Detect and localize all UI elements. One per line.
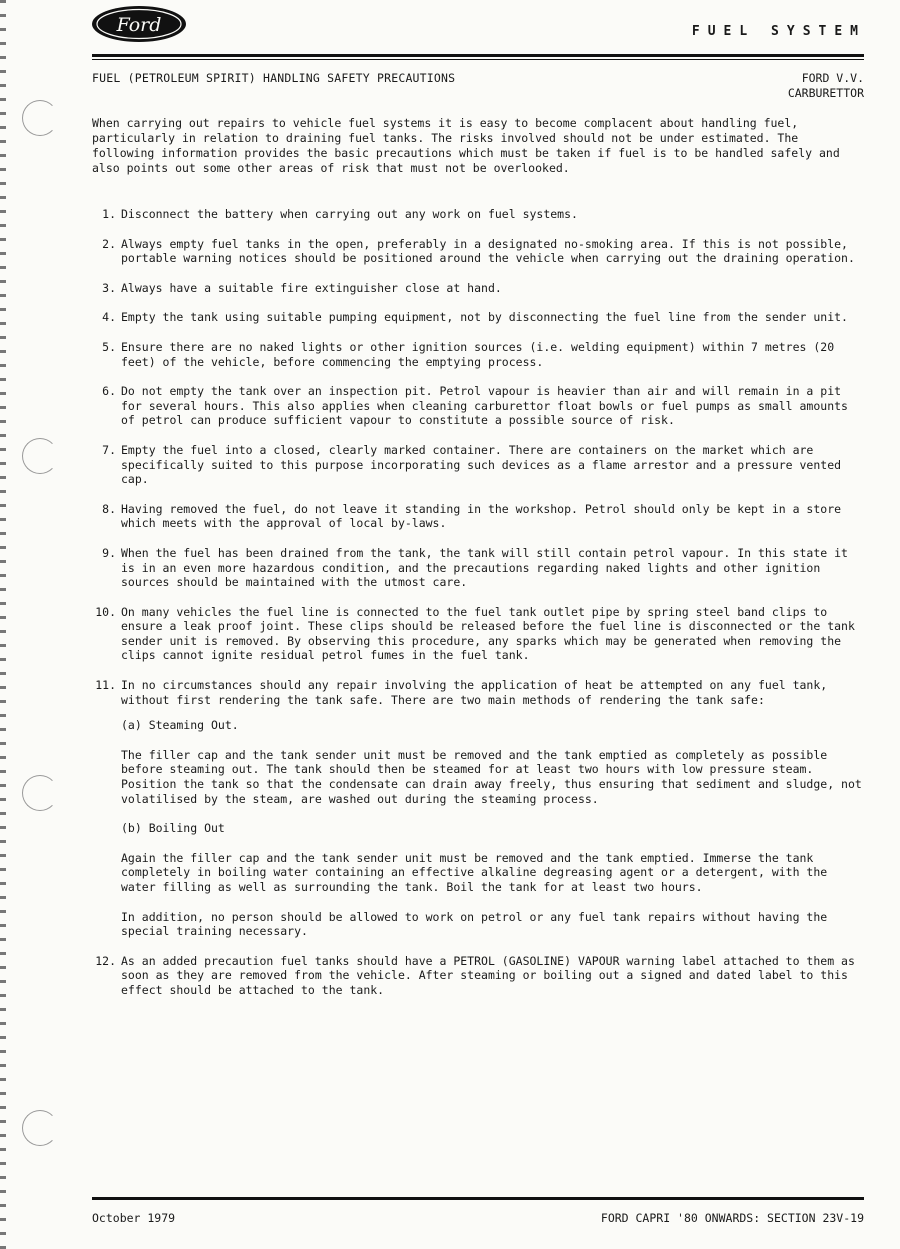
intro-paragraph: When carrying out repairs to vehicle fuel systems it is easy to become complacent about handling fuel, particularly in relation to draining fuel tanks. The risks involved should not be under estimated. The following information provides the basic precautions which must be taken if fuel is to be handled safely and also points out some other areas of risk that must not be overlooked. <box>92 116 840 175</box>
header-rule <box>92 54 864 57</box>
list-item <box>92 443 864 487</box>
punch-hole <box>22 775 58 811</box>
list-item <box>92 237 864 266</box>
list-item <box>92 954 864 998</box>
item-number: 11. <box>95 678 116 693</box>
logo-text: Ford <box>116 14 162 36</box>
item-text: Always empty fuel tanks in the open, preferably in a designated no-smoking area. If this is not possible, portable warning notices should be positioned around the vehicle when carrying out the draining operation. <box>121 236 855 266</box>
training-note: In addition, no person should be allowed to work on petrol or any fuel tank repairs without having the special training necessary. <box>121 909 828 939</box>
item-text: As an added precaution fuel tanks should have a PETROL (GASOLINE) VAPOUR warning label attached to them as soon as they are removed from the vehicle. After steaming or boiling out a signed and dated label to this effect should be attached to the tank. <box>121 953 855 997</box>
punch-hole <box>22 100 58 136</box>
header-rule-thin <box>92 59 864 60</box>
item-text: Empty the tank using suitable pumping equipment, not by disconnecting the fuel line from the sender unit. <box>121 310 848 325</box>
list-item <box>92 281 864 296</box>
item-number: 7. <box>102 442 116 457</box>
item-number: 6. <box>102 384 116 399</box>
punch-hole <box>22 438 58 474</box>
method-a-heading: (a) Steaming Out. <box>121 718 239 733</box>
footer-rule <box>92 1197 864 1200</box>
footer-date: October 1979 <box>92 1211 176 1225</box>
method-a-text: The filler cap and the tank sender unit must be removed and the tank emptied as completely as possible before steaming out. The tank should then be steamed for at least two hours with low pressure steam. Position the tank so that the condensate can drain away freely, thus ensuring that sediment and sludge, not volatilised by the steam, are washed out during the steaming process. <box>121 747 862 806</box>
item-number: 12. <box>95 953 116 968</box>
subject-line-2: CARBURETTOR <box>787 86 864 100</box>
list-item <box>92 310 864 325</box>
binding-edge <box>0 0 6 1249</box>
item-number: 9. <box>102 545 116 560</box>
item-text: In no circumstances should any repair involving the application of heat be attempted on any fuel tank, without first rendering the tank safe. There are two main methods of rendering the tank safe: <box>121 678 828 707</box>
item-text: Disconnect the battery when carrying out any work on fuel systems. <box>121 207 578 221</box>
method-b-text: Again the filler cap and the tank sender unit must be removed and the tank emptied. Immerse the tank completely in boiling water containing an effective alkaline degreasing agent or a detergent, with the water filling as well as surrounding the tank. Boil the tank for at least two hours. <box>121 850 828 894</box>
punch-hole <box>22 1110 58 1146</box>
list-item <box>92 340 864 369</box>
list-item <box>92 678 864 939</box>
list-item <box>92 605 864 663</box>
precautions-list <box>92 207 864 1013</box>
list-item <box>92 207 864 222</box>
list-item <box>92 502 864 531</box>
item-number: 10. <box>95 604 116 619</box>
item-number: 1. <box>102 207 116 221</box>
subject-line-1: FORD V.V. <box>801 71 864 85</box>
ford-logo <box>90 4 188 44</box>
page-title: FUEL (PETROLEUM SPIRIT) HANDLING SAFETY PRECAUTIONS <box>92 71 456 85</box>
section-title: FUEL SYSTEM <box>691 24 866 39</box>
footer-section-ref: FORD CAPRI '80 ONWARDS: SECTION 23V-19 <box>600 1211 864 1225</box>
item-number: 4. <box>102 310 116 325</box>
list-item <box>92 546 864 590</box>
item-text: On many vehicles the fuel line is connected to the fuel tank outlet pipe by spring steel band clips to ensure a leak proof joint. These clips should be released before the fuel line is disconnected or the tank sender unit is removed. By observing this procedure, any sparks which may be generated when removing the clips cannot ignite residual petrol fumes in the fuel tank. <box>121 604 855 663</box>
item-text: Do not empty the tank over an inspection pit. Petrol vapour is heavier than air and will remain in a pit for several hours. This also applies when cleaning carburettor float bowls or fuel pumps as small amounts of petrol can produce sufficient vapour to constitute a possible source of risk. <box>121 384 848 428</box>
list-item <box>92 384 864 428</box>
item-number: 2. <box>102 236 116 251</box>
item-text: Empty the fuel into a closed, clearly marked container. There are containers on the market which are specifically suited to this purpose incorporating such devices as a flame arrestor and a pressure vented cap. <box>121 442 842 487</box>
item-number: 8. <box>102 501 116 516</box>
page-subject <box>788 71 864 101</box>
method-b-heading: (b) Boiling Out <box>121 821 225 836</box>
item-text: Always have a suitable fire extinguisher close at hand. <box>121 280 502 295</box>
item-text: Ensure there are no naked lights or other ignition sources (i.e. welding equipment) within 7 metres (20 feet) of the vehicle, before commencing the emptying process. <box>121 339 835 369</box>
item-number: 3. <box>102 280 116 295</box>
item-text: When the fuel has been drained from the tank, the tank will still contain petrol vapour. In this state it is in an even more hazardous condition, and the precautions regarding naked lights and other ignition sources should be maintained with the utmost care. <box>121 545 848 590</box>
item-11-methods <box>121 718 864 939</box>
item-text: Having removed the fuel, do not leave it standing in the workshop. Petrol should only be kept in a store which meets with the approval of local by-laws. <box>121 501 842 531</box>
item-number: 5. <box>102 339 116 354</box>
